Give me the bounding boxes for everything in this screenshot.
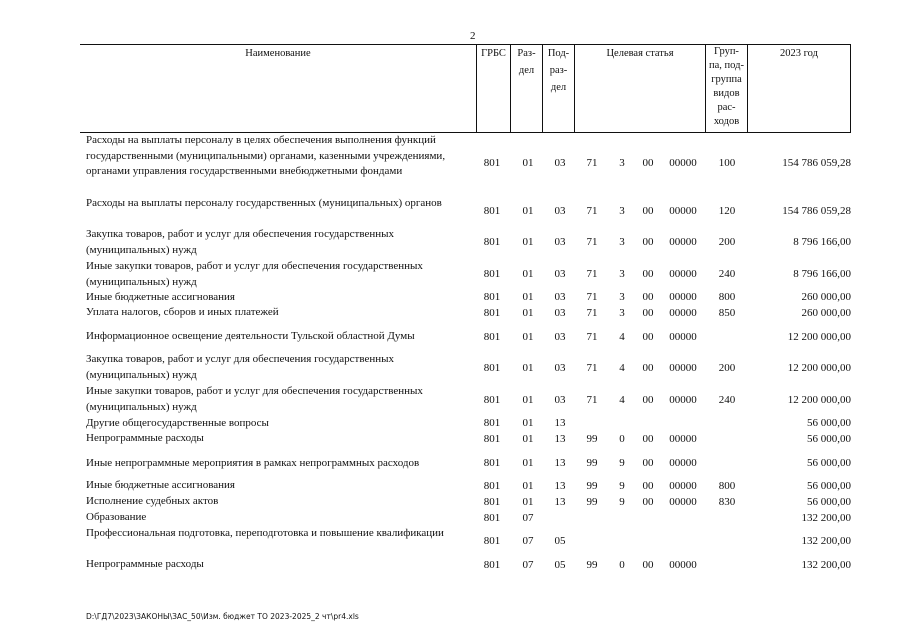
header-razdel: Раз- дел	[511, 44, 543, 132]
header-year: 2023 год	[748, 44, 851, 132]
row-name: Закупка товаров, работ и услуг для обеспечения государственных (муниципальных) нужд	[86, 228, 395, 256]
cell-t2: 4	[619, 331, 625, 343]
cell-t2: 0	[619, 559, 625, 571]
cell-pr: 03	[554, 205, 566, 217]
cell-rz: 07	[522, 535, 534, 547]
cell-pr: 03	[554, 291, 566, 303]
cell-grbs: 801	[483, 268, 501, 280]
cell-t1: 71	[586, 205, 598, 217]
cell-t2: 3	[619, 157, 625, 169]
cell-grbs: 801	[483, 512, 501, 524]
cell-grbs: 801	[483, 362, 501, 374]
cell-amount: 260 000,00	[801, 307, 851, 319]
row-name: Закупка товаров, работ и услуг для обеспечения государственных (муниципальных) нужд	[86, 353, 395, 381]
cell-t4: 00000	[669, 394, 697, 406]
cell-amount: 56 000,00	[807, 457, 851, 469]
cell-t2: 3	[619, 307, 625, 319]
cell-amount: 154 786 059,28	[782, 157, 851, 169]
cell-t3: 00	[642, 394, 654, 406]
cell-grbs: 801	[483, 157, 501, 169]
header-name: Наименование	[80, 44, 477, 132]
cell-rz: 01	[522, 433, 534, 445]
cell-rz: 01	[522, 291, 534, 303]
cell-t3: 00	[642, 457, 654, 469]
cell-pr: 03	[554, 236, 566, 248]
cell-t1: 99	[586, 559, 598, 571]
cell-rz: 01	[522, 331, 534, 343]
cell-t1: 71	[586, 331, 598, 343]
table-header	[80, 44, 851, 132]
cell-vr: 240	[718, 394, 736, 406]
cell-rz: 01	[522, 157, 534, 169]
cell-t2: 3	[619, 236, 625, 248]
row-name: Уплата налогов, сборов и иных платежей	[86, 306, 279, 318]
cell-t2: 4	[619, 394, 625, 406]
header-group: Груп- па, под- группа видов рас- ходов	[706, 44, 748, 132]
cell-grbs: 801	[483, 417, 501, 429]
cell-grbs: 801	[483, 236, 501, 248]
cell-grbs: 801	[483, 394, 501, 406]
cell-t4: 00000	[669, 307, 697, 319]
cell-grbs: 801	[483, 307, 501, 319]
cell-t4: 00000	[669, 457, 697, 469]
cell-t3: 00	[642, 433, 654, 445]
row-name: Иные закупки товаров, работ и услуг для обеспечения государственных (муниципальных) нужд	[86, 260, 423, 288]
row-name: Расходы на выплаты персоналу в целях обеспечения выполнения функций государственными (муниципальными) органами, казенными учреждениями, органами управления государственными внебюджетными фондами	[86, 134, 446, 178]
cell-vr: 200	[718, 362, 736, 374]
cell-grbs: 801	[483, 433, 501, 445]
cell-t3: 00	[642, 496, 654, 508]
row-name: Иные закупки товаров, работ и услуг для обеспечения государственных (муниципальных) нужд	[86, 385, 423, 413]
cell-amount: 154 786 059,28	[782, 205, 851, 217]
cell-amount: 12 200 000,00	[787, 331, 851, 343]
cell-rz: 01	[522, 394, 534, 406]
header-podrazdel: Под- раз- дел	[543, 44, 575, 132]
page-number: 2	[470, 30, 476, 42]
cell-rz: 01	[522, 236, 534, 248]
footer-file-path: D:\ГД7\2023\ЗАКОНЫ\ЗАС_50\Изм. бюджет ТО 2023-2025_2 чт\pr4.xls	[86, 612, 359, 621]
cell-t4: 00000	[669, 496, 697, 508]
cell-grbs: 801	[483, 205, 501, 217]
cell-rz: 01	[522, 268, 534, 280]
cell-t2: 0	[619, 433, 625, 445]
cell-vr: 850	[718, 307, 736, 319]
cell-t1: 71	[586, 236, 598, 248]
row-name: Непрограммные расходы	[86, 432, 204, 444]
cell-t2: 9	[619, 457, 625, 469]
cell-amount: 132 200,00	[801, 535, 851, 547]
row-name: Непрограммные расходы	[86, 558, 204, 570]
cell-rz: 01	[522, 417, 534, 429]
cell-pr: 03	[554, 394, 566, 406]
cell-vr: 800	[718, 291, 736, 303]
cell-t1: 71	[586, 291, 598, 303]
cell-rz: 07	[522, 512, 534, 524]
row-name: Другие общегосударственные вопросы	[86, 417, 269, 429]
cell-rz: 07	[522, 559, 534, 571]
cell-pr: 05	[554, 535, 566, 547]
cell-rz: 01	[522, 496, 534, 508]
cell-amount: 260 000,00	[801, 291, 851, 303]
cell-amount: 132 200,00	[801, 559, 851, 571]
cell-t4: 00000	[669, 362, 697, 374]
cell-vr: 100	[718, 157, 736, 169]
cell-t1: 71	[586, 362, 598, 374]
cell-t2: 9	[619, 496, 625, 508]
cell-t2: 9	[619, 480, 625, 492]
cell-t3: 00	[642, 157, 654, 169]
row-name: Иные бюджетные ассигнования	[86, 479, 235, 491]
cell-t3: 00	[642, 480, 654, 492]
row-name: Информационное освещение деятельности Тульской областной Думы	[86, 330, 415, 342]
cell-t3: 00	[642, 205, 654, 217]
row-name: Расходы на выплаты персоналу государственных (муниципальных) органов	[86, 197, 442, 209]
cell-vr: 830	[718, 496, 736, 508]
cell-rz: 01	[522, 307, 534, 319]
cell-t2: 3	[619, 291, 625, 303]
cell-grbs: 801	[483, 535, 501, 547]
cell-amount: 12 200 000,00	[787, 394, 851, 406]
header-grbs: ГРБС	[477, 44, 511, 132]
cell-vr: 240	[718, 268, 736, 280]
cell-t4: 00000	[669, 480, 697, 492]
cell-rz: 01	[522, 362, 534, 374]
cell-t4: 00000	[669, 331, 697, 343]
cell-pr: 03	[554, 268, 566, 280]
cell-t1: 99	[586, 433, 598, 445]
cell-amount: 56 000,00	[807, 433, 851, 445]
cell-pr: 13	[554, 480, 566, 492]
cell-grbs: 801	[483, 457, 501, 469]
cell-amount: 132 200,00	[801, 512, 851, 524]
cell-t1: 99	[586, 480, 598, 492]
cell-t2: 4	[619, 362, 625, 374]
cell-pr: 03	[554, 307, 566, 319]
cell-pr: 13	[554, 433, 566, 445]
cell-t1: 71	[586, 268, 598, 280]
cell-t3: 00	[642, 307, 654, 319]
cell-t4: 00000	[669, 291, 697, 303]
row-name: Иные непрограммные мероприятия в рамках непрограммных расходов	[86, 457, 420, 469]
cell-grbs: 801	[483, 331, 501, 343]
cell-pr: 13	[554, 496, 566, 508]
cell-t3: 00	[642, 559, 654, 571]
row-name: Исполнение судебных актов	[86, 495, 219, 507]
cell-pr: 13	[554, 417, 566, 429]
cell-t3: 00	[642, 268, 654, 280]
cell-t2: 3	[619, 205, 625, 217]
cell-t1: 71	[586, 307, 598, 319]
row-name: Профессиональная подготовка, переподготовка и повышение квалификации	[86, 527, 444, 539]
row-name: Иные бюджетные ассигнования	[86, 291, 235, 303]
cell-t3: 00	[642, 291, 654, 303]
cell-amount: 8 796 166,00	[793, 236, 851, 248]
cell-grbs: 801	[483, 559, 501, 571]
cell-t4: 00000	[669, 559, 697, 571]
cell-t3: 00	[642, 331, 654, 343]
cell-rz: 01	[522, 480, 534, 492]
cell-pr: 03	[554, 362, 566, 374]
cell-t1: 99	[586, 457, 598, 469]
cell-t1: 71	[586, 157, 598, 169]
cell-pr: 03	[554, 331, 566, 343]
cell-amount: 56 000,00	[807, 417, 851, 429]
cell-t1: 99	[586, 496, 598, 508]
cell-t1: 71	[586, 394, 598, 406]
cell-t3: 00	[642, 236, 654, 248]
cell-pr: 13	[554, 457, 566, 469]
cell-vr: 800	[718, 480, 736, 492]
cell-t3: 00	[642, 362, 654, 374]
cell-vr: 120	[718, 205, 736, 217]
cell-t2: 3	[619, 268, 625, 280]
cell-rz: 01	[522, 457, 534, 469]
cell-grbs: 801	[483, 480, 501, 492]
cell-t4: 00000	[669, 268, 697, 280]
cell-grbs: 801	[483, 291, 501, 303]
cell-pr: 05	[554, 559, 566, 571]
cell-t4: 00000	[669, 205, 697, 217]
cell-t4: 00000	[669, 236, 697, 248]
cell-rz: 01	[522, 205, 534, 217]
cell-t4: 00000	[669, 157, 697, 169]
cell-amount: 56 000,00	[807, 480, 851, 492]
cell-pr: 03	[554, 157, 566, 169]
cell-amount: 12 200 000,00	[787, 362, 851, 374]
row-name: Образование	[86, 511, 147, 523]
cell-grbs: 801	[483, 496, 501, 508]
cell-amount: 56 000,00	[807, 496, 851, 508]
cell-amount: 8 796 166,00	[793, 268, 851, 280]
cell-vr: 200	[718, 236, 736, 248]
cell-t4: 00000	[669, 433, 697, 445]
header-target: Целевая статья	[575, 44, 706, 132]
